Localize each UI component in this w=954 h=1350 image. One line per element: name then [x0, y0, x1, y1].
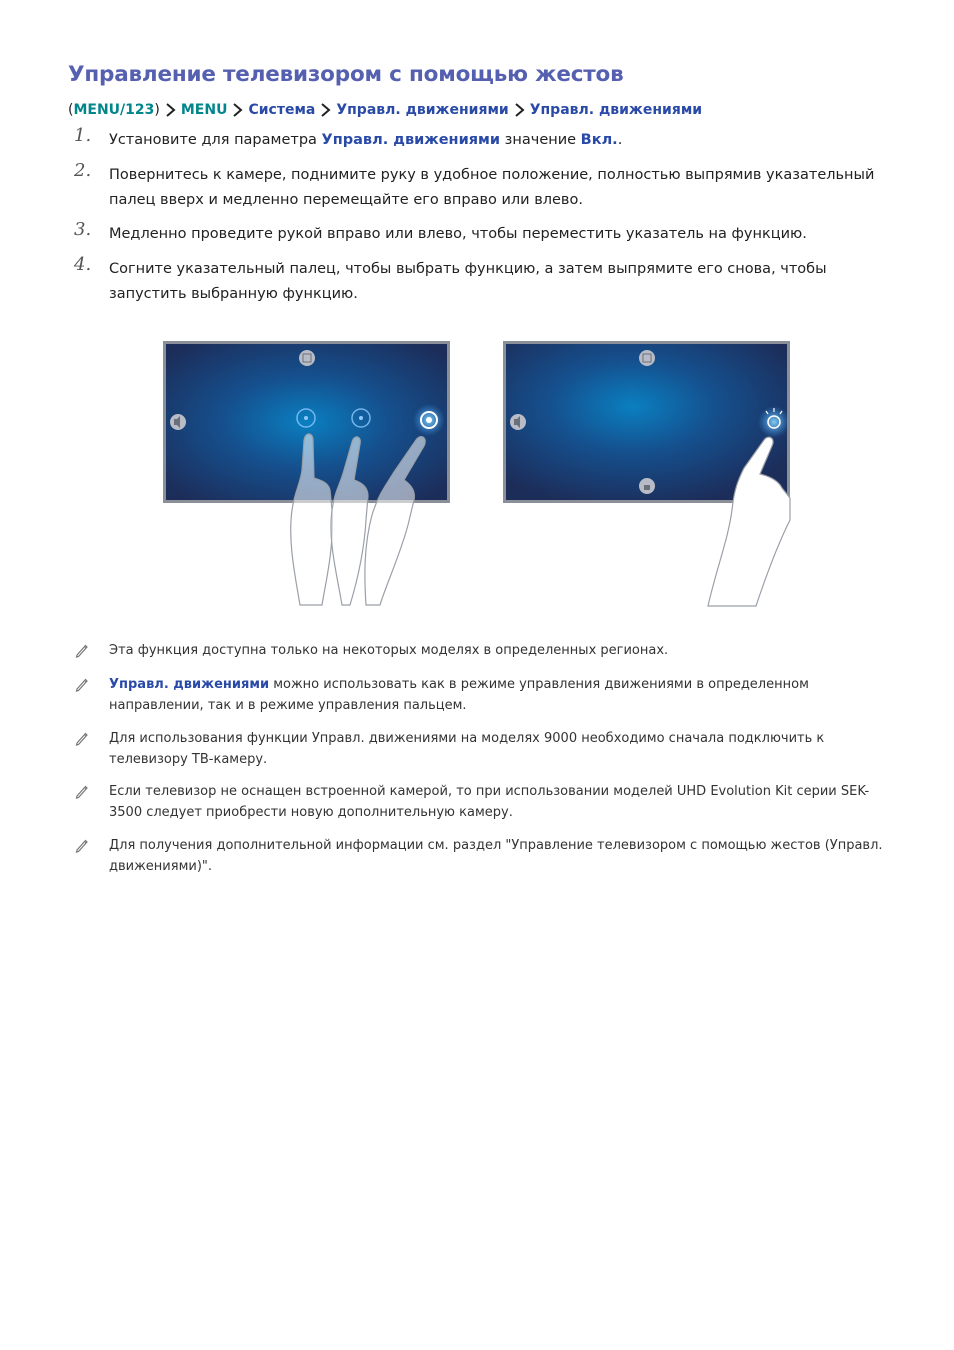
step-highlight-value: Вкл.	[580, 132, 618, 148]
step-text-part: .	[617, 132, 623, 148]
chevron-right-icon	[230, 102, 245, 118]
gesture-illustration	[160, 340, 800, 610]
breadcrumb-item-system: Система	[248, 102, 316, 118]
step-text-part: значение	[500, 132, 581, 148]
note-highlight: Управл. движениями	[109, 677, 270, 692]
note-text: Эта функция доступна только на некоторых моделях в определенных регионах.	[109, 643, 669, 658]
breadcrumb-open-paren: (	[68, 102, 74, 118]
step-text: Согните указательный палец, чтобы выбрать функцию, а затем выпрямите его снова, чтобы запустить выбранную функцию.	[109, 261, 827, 302]
hands-moving-illustration	[291, 434, 425, 605]
step-text-part: Установите для параметра	[109, 132, 322, 148]
note-text	[109, 675, 884, 716]
note-text: Если телевизор не оснащен встроенной камерой, то при использовании моделей UHD Evolution Kit серии SEK-3500 следует приобрести новую дополнительную камеру.	[109, 784, 870, 820]
breadcrumb-close-paren: )	[154, 102, 160, 118]
step-number: 2.	[74, 160, 92, 181]
step-text	[109, 128, 889, 153]
note-text-part: можно использовать как в режиме управления движениями в определенном направлении, так и в режиме управления пальцем.	[109, 677, 809, 713]
chevron-right-icon	[512, 102, 527, 118]
menu-icon	[639, 350, 655, 366]
chevron-right-icon	[163, 102, 178, 118]
pencil-note-icon	[74, 676, 90, 692]
pencil-note-icon	[74, 730, 90, 746]
breadcrumb-item-motion-control-sub: Управл. движениями	[529, 102, 703, 118]
pencil-note-icon	[74, 783, 90, 799]
breadcrumb	[68, 102, 702, 118]
breadcrumb-item-menu: MENU	[180, 102, 228, 118]
breadcrumb-item-motion-control: Управл. движениями	[336, 102, 509, 118]
step-highlight-setting: Управл. движениями	[321, 132, 501, 148]
page-title: Управление телевизором с помощью жестов	[68, 62, 624, 87]
step-text: Повернитесь к камере, поднимите руку в удобное положение, полностью выпрямив указательный палец вверх и медленно перемещайте его вправо или влево.	[109, 167, 875, 208]
menu-icon	[299, 350, 315, 366]
breadcrumb-menu-key: MENU/123	[73, 102, 155, 118]
step-number: 4.	[74, 254, 92, 275]
pencil-note-icon	[74, 837, 90, 853]
step-number: 1.	[74, 125, 92, 146]
gesture-illustration-svg	[160, 340, 800, 610]
step-number: 3.	[74, 219, 92, 240]
pencil-note-icon	[74, 642, 90, 658]
step-text: Медленно проведите рукой вправо или влево, чтобы переместить указатель на функцию.	[109, 226, 807, 242]
note-text: Для использования функции Управл. движениями на моделях 9000 необходимо сначала подключить к телевизору ТВ-камеру.	[109, 731, 825, 767]
note-text: Для получения дополнительной информации см. раздел "Управление телевизором с помощью жестов (Управл. движениями)".	[109, 838, 883, 874]
chevron-right-icon	[318, 102, 333, 118]
